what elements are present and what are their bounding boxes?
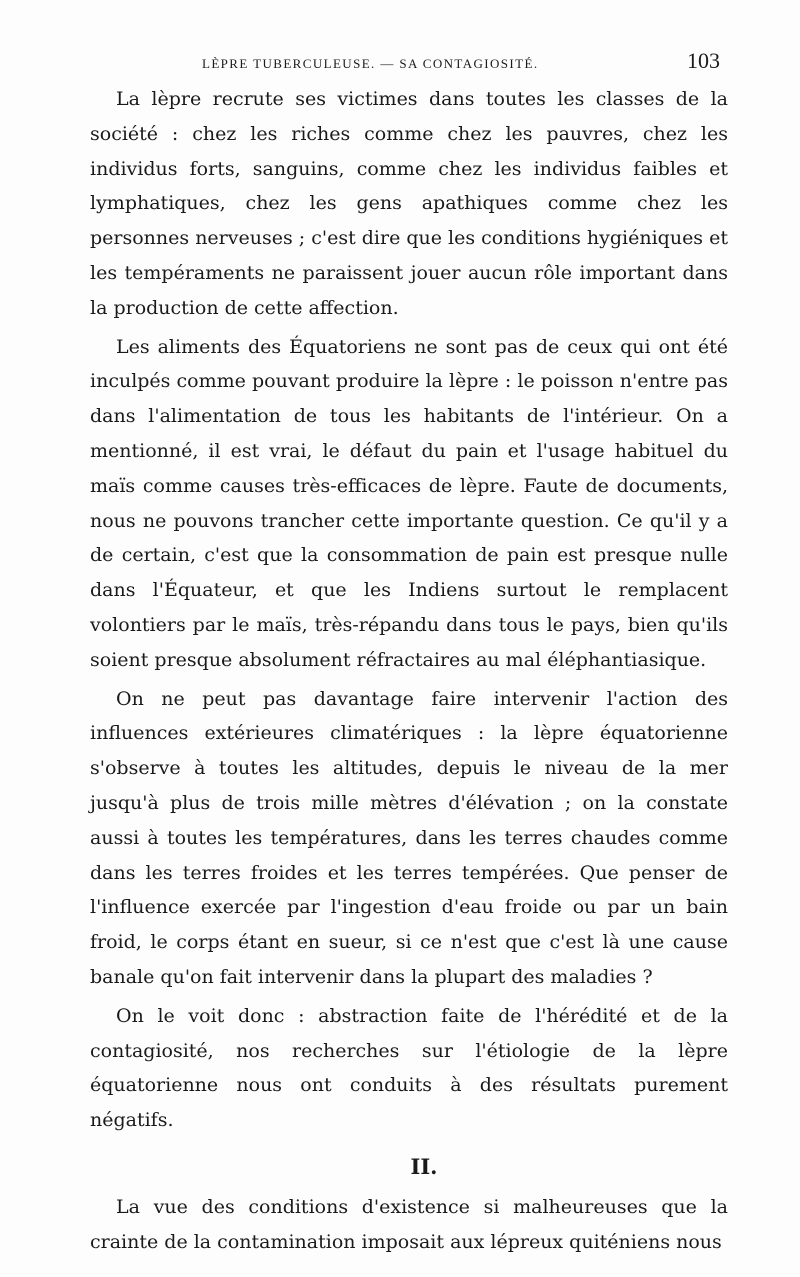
paragraph: Les aliments des Équatoriens ne sont pas de ceux qui ont été inculpés comme pouvant produire la lèpre : le poisson n'entre pas dans l'alimentation de tous les habitants de l'intérieur. On a mentionné, il est vrai, le défaut du pain et l'usage habituel du maïs comme causes très-efficaces de lèpre. Faute de documents, nous ne pouvons trancher cette importante question. Ce qu'il y a de certain, c'est que la consommation de pain est presque nulle dans l'Équateur, et que les Indiens surtout le remplacent volontiers par le maïs, très-répandu dans tous le pays, bien qu'ils soient presque absolument réfractaires au mal éléphantiasique. bbox=[90, 335, 728, 671]
paragraph: On le voit donc : abstraction faite de l'hérédité et de la contagiosité, nos recherches sur l'étiologie de la lèpre équatorienne nous ont conduits à des résultats purement négatifs. bbox=[90, 1004, 728, 1132]
paragraph: La vue des conditions d'existence si malheureuses que la crainte de la contamination imposait aux lépreux quiténiens nous bbox=[90, 1195, 728, 1253]
page-number: 103 bbox=[687, 48, 720, 73]
body-text bbox=[90, 82, 728, 1264]
running-title: LÈPRE TUBERCULEUSE. — SA CONTAGIOSITÉ. bbox=[202, 56, 539, 71]
paragraph: On ne peut pas davantage faire intervenir l'action des influences extérieures climatériques : la lèpre équatorienne s'observe à toutes les altitudes, depuis le niveau de la mer jusqu'à plus de trois mille mètres d'élévation ; on la constate aussi à toutes les températures, dans les terres chaudes comme dans les terres froides et les terres tempérées. Que penser de l'influence exercée par l'ingestion d'eau froide ou par un bain froid, le corps étant en sueur, si ce n'est que c'est là une cause banale qu'on fait intervenir dans la plupart des maladies ? bbox=[90, 687, 728, 988]
section-heading: II. bbox=[410, 1153, 438, 1179]
running-head bbox=[90, 48, 730, 76]
paragraph: La lèpre recrute ses victimes dans toutes les classes de la société : chez les riches comme chez les pauvres, chez les individus forts, sanguins, comme chez les individus faibles et lymphatiques, chez les gens apathiques comme chez les personnes nerveuses ; c'est dire que les conditions hygiéniques et les tempéraments ne paraissent jouer aucun rôle important dans la production de cette affection. bbox=[90, 88, 728, 319]
